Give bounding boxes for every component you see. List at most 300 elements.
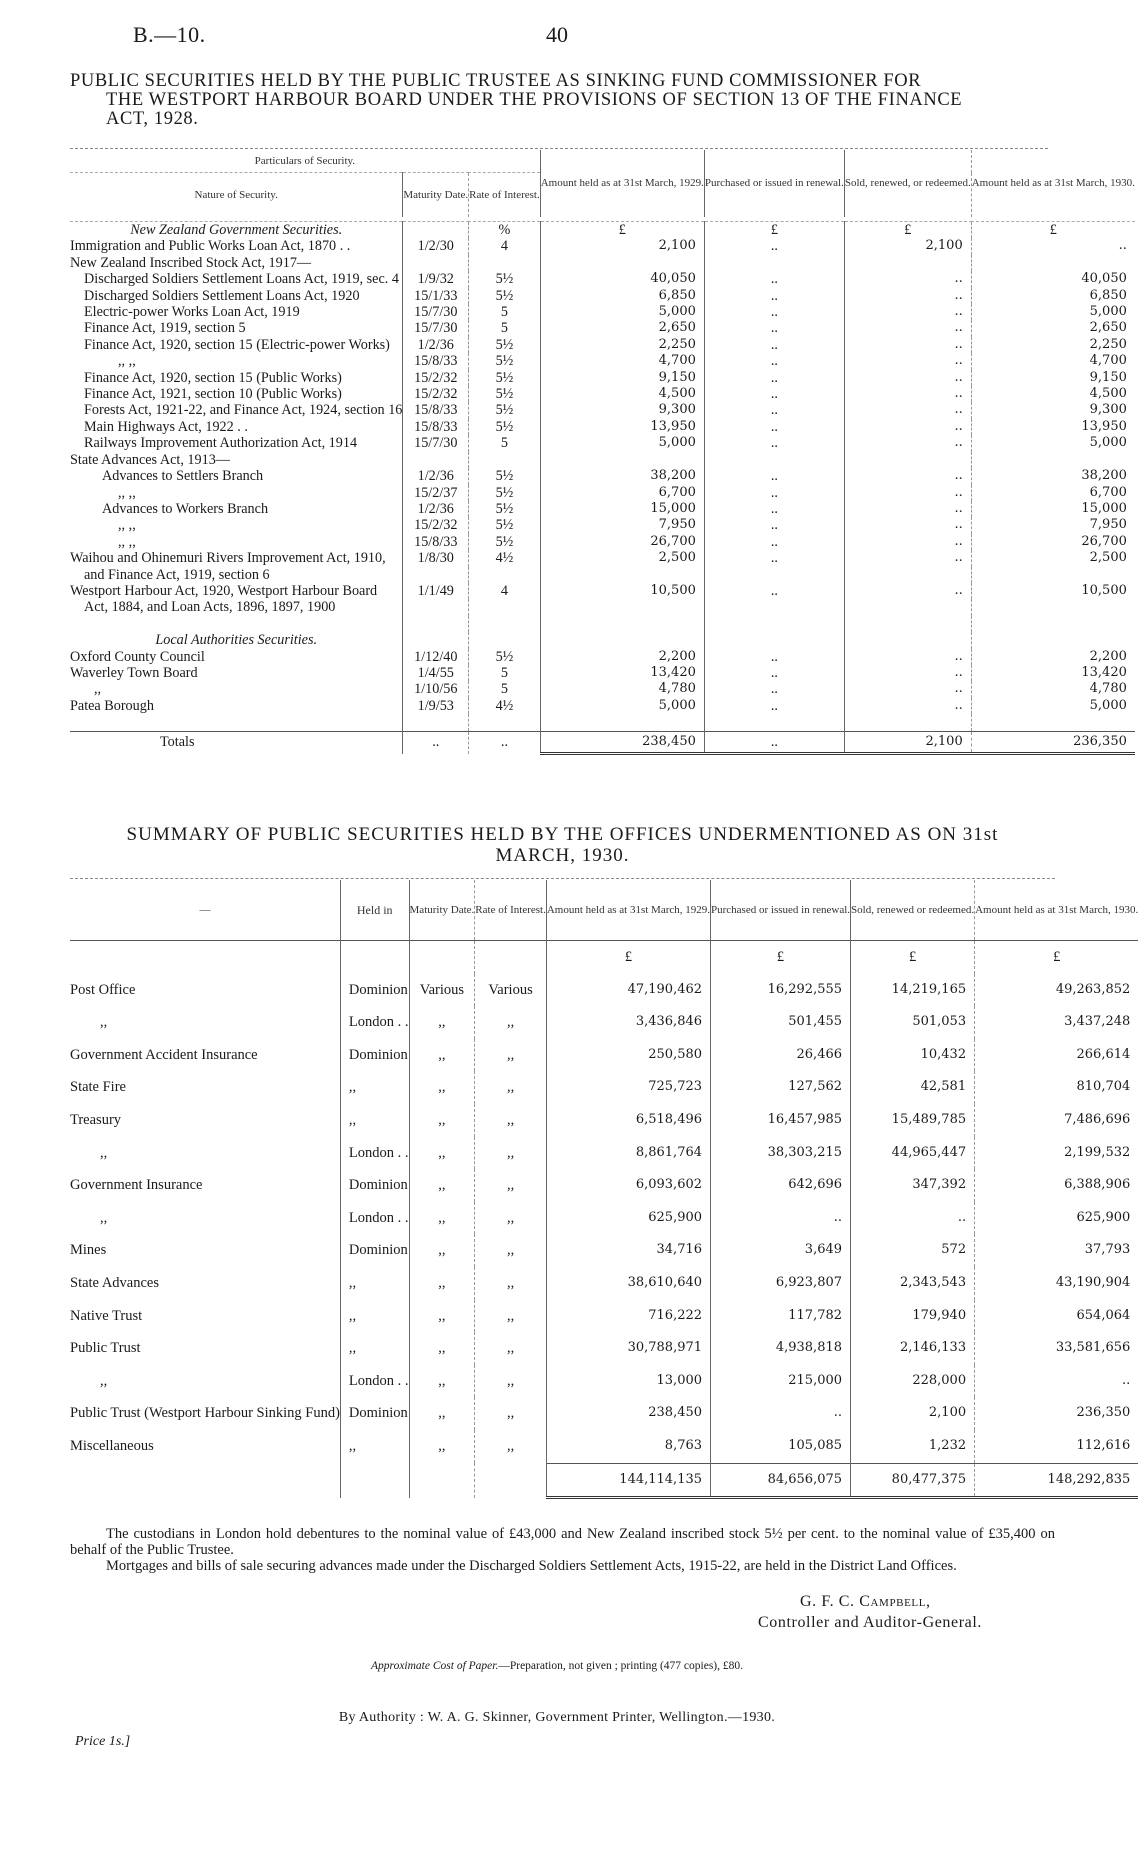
interest-rate: ,, xyxy=(475,1169,547,1202)
office-name: Miscellaneous xyxy=(70,1438,154,1455)
header-sold: Sold, renewed, or redeemed. xyxy=(844,150,971,217)
amount-held-1929: 3,436,846 xyxy=(546,1006,710,1039)
interest-rate: 5½ xyxy=(469,337,541,353)
header-held-in: Held in xyxy=(340,880,409,941)
table-row xyxy=(70,1332,1138,1365)
interest-rate xyxy=(469,452,541,468)
amount-held-1930: 654,064 xyxy=(975,1300,1138,1333)
security-name: Waihou and Ohinemuri Rivers Improvement Act, 1910, xyxy=(70,550,386,567)
pound-unit: £ xyxy=(851,941,975,974)
held-in: Dominion xyxy=(340,1234,409,1267)
purchased: 127,562 xyxy=(711,1071,851,1104)
amount-held-1929: 9,300 xyxy=(540,402,704,418)
totals-date: .. xyxy=(403,731,469,754)
amount-held-1930: 4,780 xyxy=(971,681,1135,697)
purchased: 16,457,985 xyxy=(711,1104,851,1137)
purchased: .. xyxy=(704,353,844,369)
amount-held-1929: 7,950 xyxy=(540,517,704,533)
purchased: .. xyxy=(704,386,844,402)
interest-rate: ,, xyxy=(475,1332,547,1365)
amount-held-1930 xyxy=(971,255,1135,271)
purchased: .. xyxy=(704,304,844,320)
interest-rate: ,, xyxy=(475,1397,547,1430)
purchased: .. xyxy=(704,501,844,517)
interest-rate: ,, xyxy=(475,1202,547,1235)
amount-held-1929: 40,050 xyxy=(540,271,704,287)
maturity-date: 1/9/53 xyxy=(403,698,469,714)
purchased: .. xyxy=(704,534,844,550)
header-particulars: Particulars of Security. xyxy=(70,150,540,173)
table-row xyxy=(70,583,1135,599)
sold: 14,219,165 xyxy=(851,974,975,1007)
maturity: ,, xyxy=(409,1137,475,1170)
amount-held-1930: 13,420 xyxy=(971,665,1135,681)
office-name: Public Trust (Westport Harbour Sinking Fund) xyxy=(70,1405,340,1422)
sold: 228,000 xyxy=(851,1365,975,1398)
amount-held-1929: 15,000 xyxy=(540,501,704,517)
interest-rate: ,, xyxy=(475,1104,547,1137)
header-purchased: Purchased or issued in renewal. xyxy=(711,880,851,941)
table-row xyxy=(70,1137,1138,1170)
table-row xyxy=(70,501,1135,517)
table-row xyxy=(70,1071,1138,1104)
maturity-date xyxy=(403,452,469,468)
maturity-date: 15/2/32 xyxy=(403,517,469,533)
purchased: 501,455 xyxy=(711,1006,851,1039)
maturity-date: 15/2/32 xyxy=(403,386,469,402)
table-row xyxy=(70,974,1138,1007)
sinking-fund-securities-table xyxy=(70,150,1135,755)
amount-held-1930: .. xyxy=(971,238,1135,254)
sold: 179,940 xyxy=(851,1300,975,1333)
table-row xyxy=(70,1039,1138,1072)
amount-held-1930: 38,200 xyxy=(971,468,1135,484)
maturity: ,, xyxy=(409,1300,475,1333)
section-local-authorities: Local Authorities Securities. xyxy=(155,632,318,649)
maturity: ,, xyxy=(409,1169,475,1202)
maturity: ,, xyxy=(409,1397,475,1430)
table-row xyxy=(70,238,1135,254)
office-name: ,, xyxy=(100,1014,108,1031)
maturity-date: 1/10/56 xyxy=(403,681,469,697)
office-name: State Advances xyxy=(70,1274,159,1291)
purchased: .. xyxy=(704,435,844,451)
purchased: .. xyxy=(704,468,844,484)
purchased: 26,466 xyxy=(711,1039,851,1072)
pound-unit: £ xyxy=(540,222,704,239)
office-name: Mines xyxy=(70,1242,107,1259)
amount-held-1930: 10,500 xyxy=(971,583,1135,599)
amount-held-1929: 250,580 xyxy=(546,1039,710,1072)
table-row xyxy=(70,649,1135,665)
purchased xyxy=(704,599,844,615)
sold: .. xyxy=(844,337,971,353)
table-row xyxy=(70,1234,1138,1267)
security-name: Finance Act, 1920, section 15 (Public Works) xyxy=(84,369,342,386)
amount-held-1929: 6,700 xyxy=(540,485,704,501)
header-nature: Nature of Security. xyxy=(194,188,278,201)
security-name: Act, 1884, and Loan Acts, 1896, 1897, 1900 xyxy=(84,599,336,616)
interest-rate: 5½ xyxy=(469,517,541,533)
security-name: and Finance Act, 1919, section 6 xyxy=(84,566,270,583)
amount-held-1929: 716,222 xyxy=(546,1300,710,1333)
amount-held-1929 xyxy=(540,599,704,615)
maturity-date xyxy=(403,567,469,583)
interest-rate: 5½ xyxy=(469,419,541,435)
amount-held-1930: 236,350 xyxy=(975,1397,1138,1430)
rate-percent-unit: % xyxy=(469,222,541,239)
summary-table xyxy=(70,880,1138,1499)
sold: .. xyxy=(851,1202,975,1235)
security-name: Finance Act, 1921, section 10 (Public Works) xyxy=(84,386,342,403)
security-name: Advances to Settlers Branch xyxy=(102,468,264,485)
interest-rate: 5 xyxy=(469,320,541,336)
grand-total-sold: 80,477,375 xyxy=(851,1463,975,1498)
footnote: Mortgages and bills of sale securing advances made under the Discharged Soldiers Settlement Acts, 1915-22, are held in the District Land Offices. xyxy=(106,1558,957,1574)
purchased: 117,782 xyxy=(711,1300,851,1333)
maturity-date: 15/2/37 xyxy=(403,485,469,501)
amount-held-1930: 5,000 xyxy=(971,698,1135,714)
maturity-date: 15/8/33 xyxy=(403,402,469,418)
amount-held-1930: 9,300 xyxy=(971,402,1135,418)
amount-held-1929: 5,000 xyxy=(540,304,704,320)
amount-held-1929: 6,850 xyxy=(540,288,704,304)
purchased: 4,938,818 xyxy=(711,1332,851,1365)
sold: 1,232 xyxy=(851,1430,975,1463)
maturity-date: 15/8/33 xyxy=(403,353,469,369)
sold xyxy=(844,567,971,583)
security-name: Discharged Soldiers Settlement Loans Act, 1920 xyxy=(84,287,360,304)
pound-unit: £ xyxy=(844,222,971,239)
interest-rate: 5 xyxy=(469,665,541,681)
price: Price 1s.] xyxy=(75,1734,131,1749)
amount-held-1930: 49,263,852 xyxy=(975,974,1138,1007)
amount-held-1930: 2,650 xyxy=(971,320,1135,336)
table1-top-rule xyxy=(70,148,1048,149)
amount-held-1930: 2,250 xyxy=(971,337,1135,353)
amount-held-1929 xyxy=(540,567,704,583)
purchased: .. xyxy=(704,288,844,304)
table-row xyxy=(70,288,1135,304)
held-in: ,, xyxy=(340,1430,409,1463)
purchased: .. xyxy=(704,370,844,386)
held-in: ,, xyxy=(340,1071,409,1104)
maturity-date: 1/2/36 xyxy=(403,501,469,517)
amount-held-1930: 6,850 xyxy=(971,288,1135,304)
amount-held-1929: 8,763 xyxy=(546,1430,710,1463)
held-in: ,, xyxy=(340,1300,409,1333)
amount-held-1929: 625,900 xyxy=(546,1202,710,1235)
purchased: .. xyxy=(704,517,844,533)
amount-held-1929 xyxy=(540,255,704,271)
table-row xyxy=(70,419,1135,435)
table-row xyxy=(70,255,1135,271)
sold: 15,489,785 xyxy=(851,1104,975,1137)
security-name: Forests Act, 1921-22, and Finance Act, 1924, section 16 xyxy=(84,402,403,419)
interest-rate: 5½ xyxy=(469,468,541,484)
table-row xyxy=(70,337,1135,353)
sold: .. xyxy=(844,698,971,714)
purchased xyxy=(704,452,844,468)
table-row xyxy=(70,304,1135,320)
sold: .. xyxy=(844,435,971,451)
office-name: State Fire xyxy=(70,1079,126,1096)
amount-held-1930: 26,700 xyxy=(971,534,1135,550)
maturity-date: 1/1/49 xyxy=(403,583,469,599)
office-name: Post Office xyxy=(70,981,136,998)
purchased: 642,696 xyxy=(711,1169,851,1202)
interest-rate: 5½ xyxy=(469,370,541,386)
held-in: Dominion xyxy=(340,974,409,1007)
security-name: Finance Act, 1920, section 15 (Electric-power Works) xyxy=(84,336,390,353)
interest-rate: ,, xyxy=(475,1137,547,1170)
purchased: 38,303,215 xyxy=(711,1137,851,1170)
maturity-date: 1/12/40 xyxy=(403,649,469,665)
maturity-date: 1/8/30 xyxy=(403,550,469,566)
table-row xyxy=(70,386,1135,402)
maturity-date: 15/7/30 xyxy=(403,435,469,451)
sold: .. xyxy=(844,370,971,386)
amount-held-1929: 2,500 xyxy=(540,550,704,566)
purchased: .. xyxy=(704,583,844,599)
title-line: PUBLIC SECURITIES HELD BY THE PUBLIC TRUSTEE AS SINKING FUND COMMISSIONER FOR xyxy=(70,71,922,91)
sold: 42,581 xyxy=(851,1071,975,1104)
interest-rate: 4 xyxy=(469,583,541,599)
interest-rate: 5½ xyxy=(469,288,541,304)
table-row xyxy=(70,1202,1138,1235)
pound-unit: £ xyxy=(546,941,710,974)
table-row xyxy=(70,468,1135,484)
header-maturity: Maturity Date. xyxy=(403,173,469,218)
maturity-date: 15/2/32 xyxy=(403,370,469,386)
amount-held-1930: .. xyxy=(975,1365,1138,1398)
header-held-1929: Amount held as at 31st March, 1929. xyxy=(546,880,710,941)
amount-held-1929: 5,000 xyxy=(540,435,704,451)
security-name: Railways Improvement Authorization Act, 1914 xyxy=(84,435,358,452)
amount-held-1929: 6,093,602 xyxy=(546,1169,710,1202)
held-in: London . . xyxy=(340,1137,409,1170)
amount-held-1930: 6,700 xyxy=(971,485,1135,501)
table-row xyxy=(70,1267,1138,1300)
amount-held-1930: 810,704 xyxy=(975,1071,1138,1104)
amount-held-1930: 3,437,248 xyxy=(975,1006,1138,1039)
amount-held-1929: 10,500 xyxy=(540,583,704,599)
maturity-date xyxy=(403,599,469,615)
table-row xyxy=(70,485,1135,501)
amount-held-1929: 38,200 xyxy=(540,468,704,484)
header-rate: Rate of Interest. xyxy=(469,173,541,218)
maturity-date: 1/4/55 xyxy=(403,665,469,681)
summary-title-line: MARCH, 1930. xyxy=(495,845,630,866)
maturity-date: 15/7/30 xyxy=(403,304,469,320)
held-in: London . . xyxy=(340,1202,409,1235)
maturity: ,, xyxy=(409,1267,475,1300)
grand-total-held-1930: 148,292,835 xyxy=(975,1463,1138,1498)
amount-held-1930 xyxy=(971,567,1135,583)
amount-held-1930: 5,000 xyxy=(971,304,1135,320)
security-name: ,, ,, xyxy=(118,353,136,370)
cost-of-paper xyxy=(0,1660,1114,1672)
sold: 347,392 xyxy=(851,1169,975,1202)
amount-held-1930: 7,950 xyxy=(971,517,1135,533)
held-in: London . . xyxy=(340,1006,409,1039)
footnotes xyxy=(70,1526,1055,1574)
security-name: Electric-power Works Loan Act, 1919 xyxy=(84,304,300,321)
table-row xyxy=(70,567,1135,583)
maturity-date: 15/7/30 xyxy=(403,320,469,336)
interest-rate: 5 xyxy=(469,681,541,697)
cost-label: Approximate Cost of Paper. xyxy=(371,1660,499,1672)
security-name: Waverley Town Board xyxy=(70,664,198,681)
maturity-date: 15/8/33 xyxy=(403,419,469,435)
security-name: Advances to Workers Branch xyxy=(102,500,269,517)
security-name: ,, xyxy=(94,681,102,698)
security-name: Westport Harbour Act, 1920, Westport Harbour Board xyxy=(70,582,378,599)
table2-top-rule xyxy=(70,878,1055,879)
sold: .. xyxy=(844,534,971,550)
amount-held-1929: 30,788,971 xyxy=(546,1332,710,1365)
interest-rate: ,, xyxy=(475,1006,547,1039)
held-in: Dominion xyxy=(340,1397,409,1430)
sold: 501,053 xyxy=(851,1006,975,1039)
amount-held-1930 xyxy=(971,452,1135,468)
maturity: ,, xyxy=(409,1365,475,1398)
amount-held-1930: 33,581,656 xyxy=(975,1332,1138,1365)
pound-unit: £ xyxy=(971,222,1135,239)
security-name: Main Highways Act, 1922 . . xyxy=(84,418,248,435)
purchased: 105,085 xyxy=(711,1430,851,1463)
office-name: ,, xyxy=(100,1209,108,1226)
interest-rate xyxy=(469,255,541,271)
sold: 2,100 xyxy=(844,238,971,254)
table-row xyxy=(70,681,1135,697)
purchased: .. xyxy=(704,665,844,681)
section-nz-government: New Zealand Government Securities. xyxy=(130,222,343,238)
amount-held-1929: 13,420 xyxy=(540,665,704,681)
interest-rate: 5½ xyxy=(469,534,541,550)
held-in: ,, xyxy=(340,1332,409,1365)
header-held-1930: Amount held as at 31st March, 1930. xyxy=(975,880,1138,941)
amount-held-1929: 13,950 xyxy=(540,419,704,435)
amount-held-1929: 2,250 xyxy=(540,337,704,353)
amount-held-1929: 2,200 xyxy=(540,649,704,665)
purchased: .. xyxy=(704,649,844,665)
amount-held-1930: 2,500 xyxy=(971,550,1135,566)
purchased: .. xyxy=(711,1202,851,1235)
header-maturity: Maturity Date. xyxy=(409,880,475,941)
maturity-date: 15/8/33 xyxy=(403,534,469,550)
header-sold: Sold, renewed or redeemed. xyxy=(851,880,975,941)
pound-unit: £ xyxy=(704,222,844,239)
security-name: Patea Borough xyxy=(70,697,154,714)
amount-held-1929: 4,500 xyxy=(540,386,704,402)
security-name: ,, ,, xyxy=(118,484,136,501)
maturity-date xyxy=(403,255,469,271)
sold xyxy=(844,452,971,468)
maturity: ,, xyxy=(409,1071,475,1104)
sold: .. xyxy=(844,649,971,665)
amount-held-1930: 112,616 xyxy=(975,1430,1138,1463)
amount-held-1929: 8,861,764 xyxy=(546,1137,710,1170)
header-held-1929: Amount held as at 31st March, 1929. xyxy=(540,150,704,217)
maturity: ,, xyxy=(409,1006,475,1039)
security-name: Finance Act, 1919, section 5 xyxy=(84,320,246,337)
security-name: New Zealand Inscribed Stock Act, 1917— xyxy=(70,254,312,271)
office-name: Government Insurance xyxy=(70,1177,203,1194)
purchased: .. xyxy=(704,337,844,353)
maturity-date: 1/2/30 xyxy=(403,238,469,254)
totals-purchased: .. xyxy=(704,731,844,754)
office-name: Government Accident Insurance xyxy=(70,1046,258,1063)
totals-held-1930: 236,350 xyxy=(971,731,1135,754)
interest-rate: ,, xyxy=(475,1365,547,1398)
security-name: State Advances Act, 1913— xyxy=(70,451,230,468)
interest-rate: 5½ xyxy=(469,271,541,287)
security-name: Discharged Soldiers Settlement Loans Act, 1919, sec. 4 xyxy=(84,271,399,288)
amount-held-1930: 5,000 xyxy=(971,435,1135,451)
amount-held-1929: 34,716 xyxy=(546,1234,710,1267)
amount-held-1930: 37,793 xyxy=(975,1234,1138,1267)
security-name: Oxford County Council xyxy=(70,648,205,665)
grand-total-held-1929: 144,114,135 xyxy=(546,1463,710,1498)
amount-held-1929 xyxy=(540,452,704,468)
amount-held-1929: 2,650 xyxy=(540,320,704,336)
sold: .. xyxy=(844,402,971,418)
sold: .. xyxy=(844,517,971,533)
amount-held-1929: 238,450 xyxy=(546,1397,710,1430)
sold: .. xyxy=(844,681,971,697)
interest-rate: ,, xyxy=(475,1234,547,1267)
sold: .. xyxy=(844,271,971,287)
amount-held-1929: 4,700 xyxy=(540,353,704,369)
purchased: .. xyxy=(704,238,844,254)
table-row xyxy=(70,353,1135,369)
amount-held-1930: 6,388,906 xyxy=(975,1169,1138,1202)
interest-rate: 4 xyxy=(469,238,541,254)
amount-held-1929: 2,100 xyxy=(540,238,704,254)
office-name: Public Trust xyxy=(70,1340,141,1357)
table-row xyxy=(70,550,1135,566)
amount-held-1930: 2,200 xyxy=(971,649,1135,665)
amount-held-1929: 6,518,496 xyxy=(546,1104,710,1137)
summary-title xyxy=(70,824,1055,866)
title-line: THE WESTPORT HARBOUR BOARD UNDER THE PROVISIONS OF SECTION 13 OF THE FINANCE xyxy=(106,90,963,110)
maturity: ,, xyxy=(409,1332,475,1365)
sold: .. xyxy=(844,304,971,320)
maturity-date: 1/2/36 xyxy=(403,468,469,484)
pound-unit: £ xyxy=(711,941,851,974)
purchased: .. xyxy=(704,320,844,336)
purchased: 3,649 xyxy=(711,1234,851,1267)
table-row xyxy=(70,698,1135,714)
purchased: 16,292,555 xyxy=(711,974,851,1007)
maturity: ,, xyxy=(409,1104,475,1137)
office-name: ,, xyxy=(100,1372,108,1389)
office-name: ,, xyxy=(100,1144,108,1161)
interest-rate: ,, xyxy=(475,1039,547,1072)
table-row xyxy=(70,320,1135,336)
held-in: ,, xyxy=(340,1267,409,1300)
totals-held-1929: 238,450 xyxy=(540,731,704,754)
signatory-title: Controller and Auditor-General. xyxy=(758,1614,982,1631)
sold: 44,965,447 xyxy=(851,1137,975,1170)
table-row xyxy=(70,1006,1138,1039)
table-row xyxy=(70,599,1135,615)
interest-rate: Various xyxy=(475,974,547,1007)
held-in: ,, xyxy=(340,1104,409,1137)
table-row xyxy=(70,1300,1138,1333)
purchased: .. xyxy=(704,419,844,435)
